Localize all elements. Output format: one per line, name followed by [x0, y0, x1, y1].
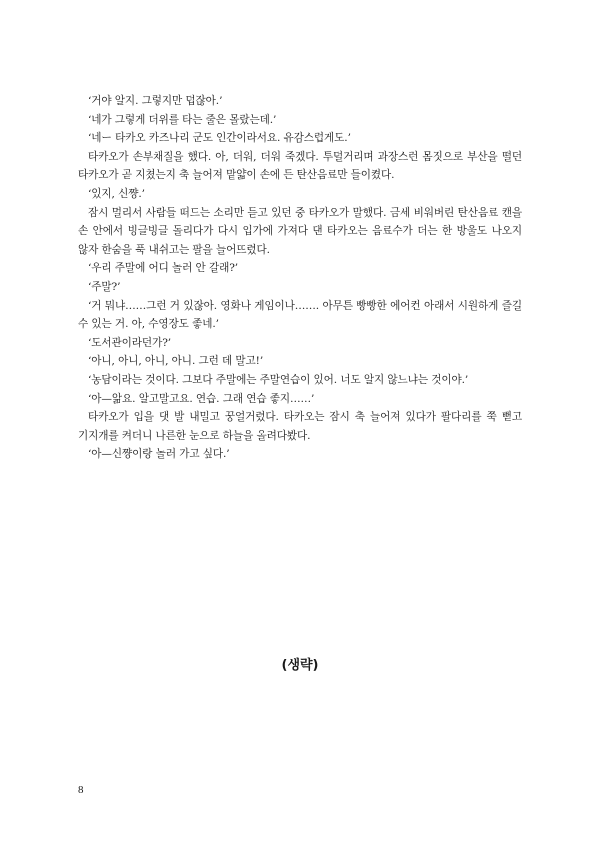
paragraph: 잠시 멀리서 사람들 떠드는 소리만 듣고 있던 중 타카오가 말했다. 금세 비워버린 탄산음료 캔을 손 안에서 빙글빙글 돌리다가 다시 입가에 가져다 댄 타카오는 음료수가 더는 한 방울도 나오지 않자 한숨을 푹 내쉬고는 팔을 늘어뜨렸다.: [78, 206, 522, 256]
paragraph: ‘우리 주말에 어디 놀러 안 갈래?’: [88, 262, 239, 275]
omitted-note: (생략): [281, 658, 319, 673]
paragraph: 타카오가 손부채질을 했다. 아, 더워, 더워 죽겠다. 투덜거리며 과장스런 몸짓으로 부산을 떨던 타카오가 곧 지쳤는지 축 늘어져 맡얇이 손에 든 탄산음료만 들이켰다.: [78, 150, 522, 182]
paragraph: ‘아—신쨩이랑 놀러 가고 싶다.’: [88, 448, 230, 461]
paragraph: ‘농담이라는 것이다. 그보다 주말에는 주말연습이 있어. 너도 알지 않느냐는 것이야.’: [88, 373, 469, 386]
paragraph: ‘주말?’: [88, 280, 121, 293]
page-number: 8: [78, 784, 84, 796]
paragraph: ‘아—앎요. 알고말고요. 연습. 그래 연습 좋지……’: [88, 392, 315, 405]
body-text: [78, 92, 522, 464]
paragraph: ‘거야 알지. 그렇지만 덥잖아.’: [88, 95, 223, 107]
paragraph: ‘있지, 신쨩.’: [88, 187, 145, 200]
paragraph: ‘아니, 아니, 아니, 아니. 그런 데 말고!’: [88, 355, 264, 368]
paragraph: ‘도서관이라던가?’: [88, 336, 172, 349]
paragraph: ‘네ー 타카오 카즈나리 군도 인간이라서요. 유감스럽게도.’: [88, 132, 351, 145]
paragraph: 타카오가 입을 댓 발 내밀고 꿍얼거렸다. 타카오는 잠시 축 늘어져 있다가 팔다리를 쭉 뻗고 기지개를 켜더니 나른한 눈으로 하늘을 올려다봤다.: [78, 411, 522, 442]
paragraph: ‘네가 그렇게 더위를 타는 줄은 몰랐는데.’: [88, 113, 277, 126]
paragraph: ‘거 뭐냐……그런 거 있잖아. 영화나 게임이나……. 아무튼 빵빵한 에어컨 아래서 시원하게 즐길 수 있는 거. 아, 수영장도 좋네.’: [78, 299, 522, 331]
